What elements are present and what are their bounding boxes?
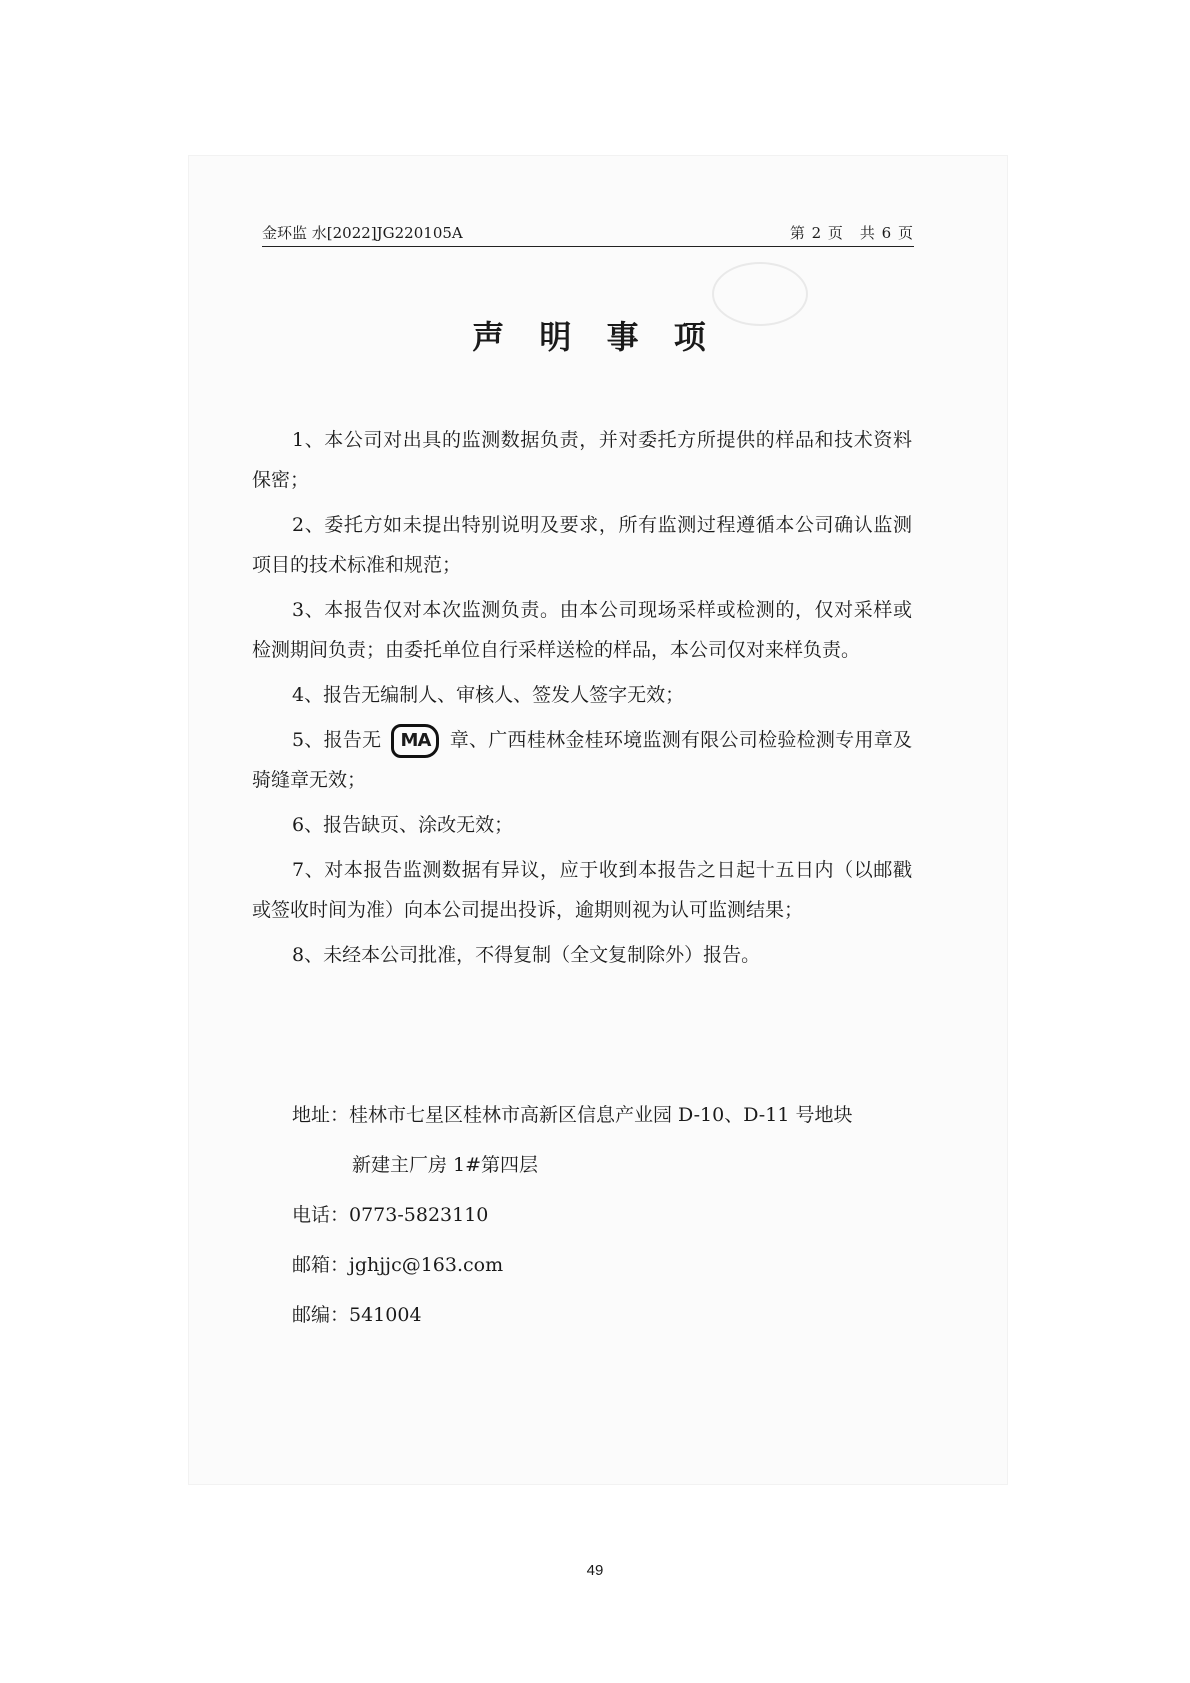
- report-number: 金环监 水[2022]JG220105A: [262, 224, 463, 242]
- address-line-2: 新建主厂房 1#第四层: [352, 1154, 539, 1176]
- page-number: 49: [586, 1562, 604, 1579]
- email: 邮箱：jghjjc@163.com: [292, 1254, 504, 1276]
- statement-item-5: [252, 720, 912, 800]
- statement-item-3: 3、本报告仅对本次监测负责。由本公司现场采样或检测的，仅对采样或检测期间负责；由委托单位自行采样送检的样品，本公司仅对来样负责。: [252, 599, 912, 661]
- address-line-1: 地址：桂林市七星区桂林市高新区信息产业园 D-10、D-11 号地块: [292, 1104, 853, 1126]
- page-title: 声 明 事 项: [472, 318, 718, 356]
- statement-item-4: 4、报告无编制人、审核人、签发人签字无效；: [292, 684, 685, 706]
- cma-mark-icon: MA: [391, 724, 439, 758]
- phone: 电话：0773-5823110: [292, 1204, 489, 1226]
- statement-item-6: 6、报告缺页、涂改无效；: [292, 814, 514, 836]
- statement-item-2: 2、委托方如未提出特别说明及要求，所有监测过程遵循本公司确认监测项目的技术标准和规范；: [252, 514, 912, 576]
- statement-item-5-after: 章、广西桂林金桂环境监测有限公司检验检测专用章及骑缝章无效；: [252, 729, 912, 791]
- page-info: 第 2 页 共 6 页: [789, 224, 914, 242]
- statement-item-1: 1、本公司对出具的监测数据负责，并对委托方所提供的样品和技术资料保密；: [252, 429, 912, 491]
- contact-info: [292, 1090, 912, 1340]
- statement-item-7: 7、对本报告监测数据有异议，应于收到本报告之日起十五日内（以邮戳或签收时间为准）向本公司提出投诉，逾期则视为认可监测结果；: [252, 859, 912, 921]
- statement-list: [252, 420, 912, 980]
- postcode: 邮编：541004: [292, 1304, 422, 1326]
- statement-item-8: 8、未经本公司批准，不得复制（全文复制除外）报告。: [292, 944, 761, 966]
- report-header: [262, 222, 914, 247]
- statement-item-5-before: 5、报告无: [292, 729, 382, 751]
